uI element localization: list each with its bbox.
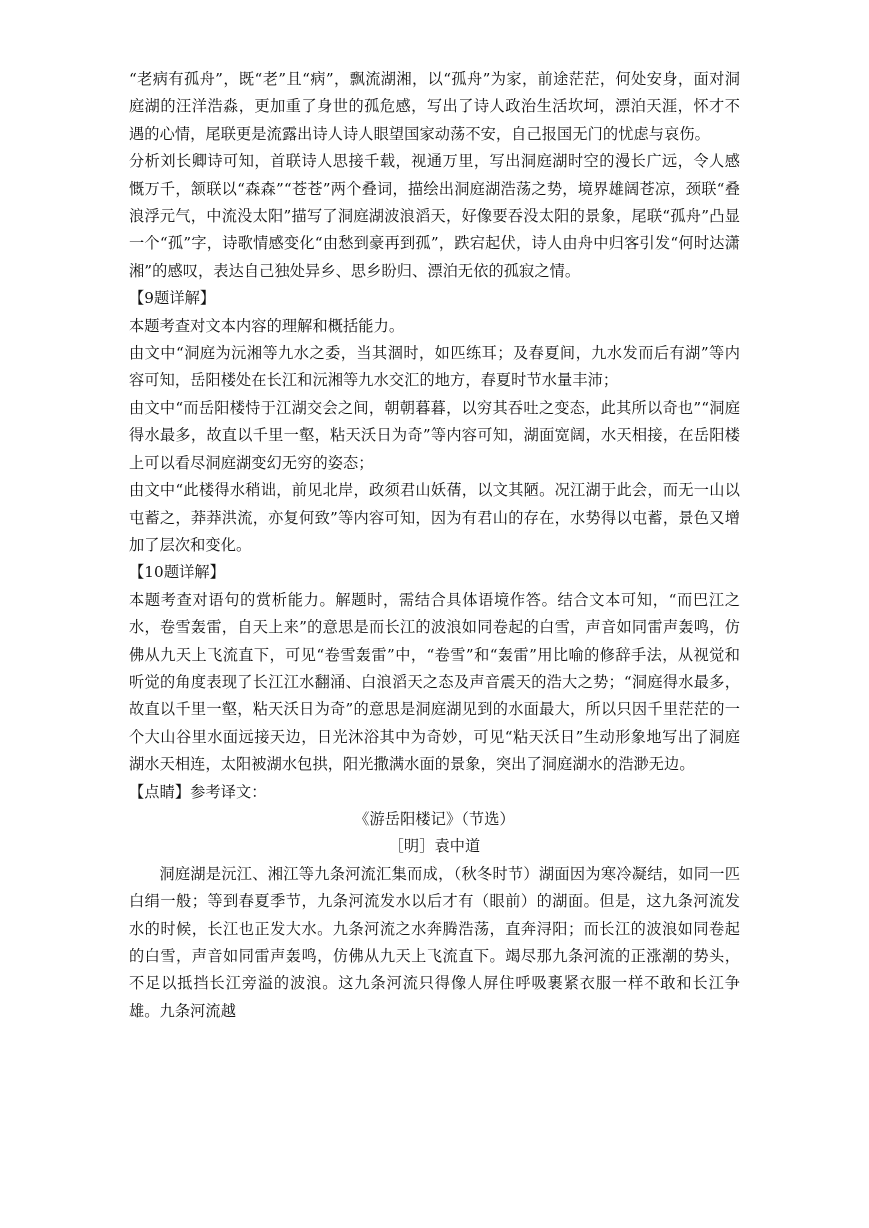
translation-title: 《游岳阳楼记》（节选） [354, 809, 515, 828]
translation-author: ［明］袁中道 [388, 837, 481, 856]
question-9-point-3: 由文中“此楼得水稍诎，前见北岸，政须君山妖蒨，以文其陋。况江湖于此会，而无一山以屯蓄之，莽莽洪流，亦复何致”等内容可知，因为有君山的存在，水势得以屯蓄，景色又增加了层次和变化。 [129, 481, 740, 554]
question-9-heading: 【9题详解】 [129, 289, 216, 308]
paragraph-poem-analysis-liu-changqing: 分析刘长卿诗可知，首联诗人思接千载，视通万里，写出洞庭湖时空的漫长广远，令人感慨万千，颔联以“森森”“苍苍”两个叠词，描绘出洞庭湖浩荡之势，境界雄阔苍凉，颈联“叠浪浮元气，中流没太阳”描写了洞庭湖波浪滔天，好像要吞没太阳的景象，尾联“孤舟”凸显一个“孤”字，诗歌情感变化“由愁到豪再到孤”，跌宕起伏，诗人由舟中归客引发“何时达潇湘”的感叹，表达自己独处异乡、思乡盼归、漂泊无依的孤寂之情。 [129, 152, 740, 280]
question-9-point-2: 由文中“而岳阳楼恃于江湖交会之间，朝朝暮暮，以穷其吞吐之变态，此其所以奇也”“洞庭得水最多，故直以千里一壑，粘天沃日为奇”等内容可知，湖面宽阔，水天相接，在岳阳楼上可以看尽洞庭湖变幻无穷的姿态； [129, 398, 740, 472]
question-9-intro: 本题考查对文本内容的理解和概括能力。 [129, 316, 405, 335]
question-9-point-1: 由文中“洞庭为沅湘等九水之委，当其涸时，如匹练耳；及春夏间，九水发而后有湖”等内容可知，岳阳楼处在长江和沅湘等九水交汇的地方，春夏时节水量丰沛； [129, 344, 740, 390]
document-body [129, 66, 740, 1025]
question-10-analysis: 本题考查对语句的赏析能力。解题时，需结合具体语境作答。结合文本可知，“而巴江之水，卷雪轰雷，自天上来”的意思是而长江的波浪如同卷起的白雪，声音如同雷声轰鸣，仿佛从九天上飞流直下，可见“卷雪轰雷”中，“卷雪”和“轰雷”用比喻的修辞手法，从视觉和听觉的角度表现了长江江水翻涌、白浪滔天之态及声音震天的浩大之势；“洞庭得水最多，故直以千里一壑，粘天沃日为奇”的意思是洞庭湖见到的水面最大，所以只因千里茫茫的一个大山谷里水面远接天边，日光沐浴其中为奇妙，可见“粘天沃日”生动形象地写出了洞庭湖水天相连，太阳被湖水包拱，阳光撒满水面的景象，突出了洞庭湖水的浩渺无边。 [129, 590, 740, 774]
translation-paragraph: 洞庭湖是沅江、湘江等九条河流汇集而成，（秋冬时节）湖面因为寒冷凝结，如同一匹白绢一般；等到春夏季节，九条河流发水以后才有（眼前）的湖面。但是，这九条河流发水的时候，长江也正发大水。九条河流之水奔腾浩荡，直奔浔阳；而长江的波浪如同卷起的白雪，声音如同雷声轰鸣，仿佛从九天上飞流直下。竭尽那九条河流的正涨潮的势头，不足以抵挡长江旁溢的波浪。这九条河流只得像人屏住呼吸裹紧衣服一样不敢和长江争雄。九条河流越 [129, 864, 740, 1020]
question-10-heading: 【10题详解】 [129, 563, 225, 582]
note-heading: 【点睛】参考译文： [129, 782, 267, 801]
paragraph-poem-analysis-du-fu: “老病有孤舟”，既“老”且“病”，飘流湖湘，以“孤舟”为家，前途茫茫，何处安身，面对洞庭湖的汪洋浩淼，更加重了身世的孤危感，写出了诗人政治生活坎坷，漂泊天涯，怀才不遇的心情，尾联更是流露出诗人诗人眼望国家动荡不安，自己报国无门的忧虑与哀伤。 [129, 70, 740, 143]
